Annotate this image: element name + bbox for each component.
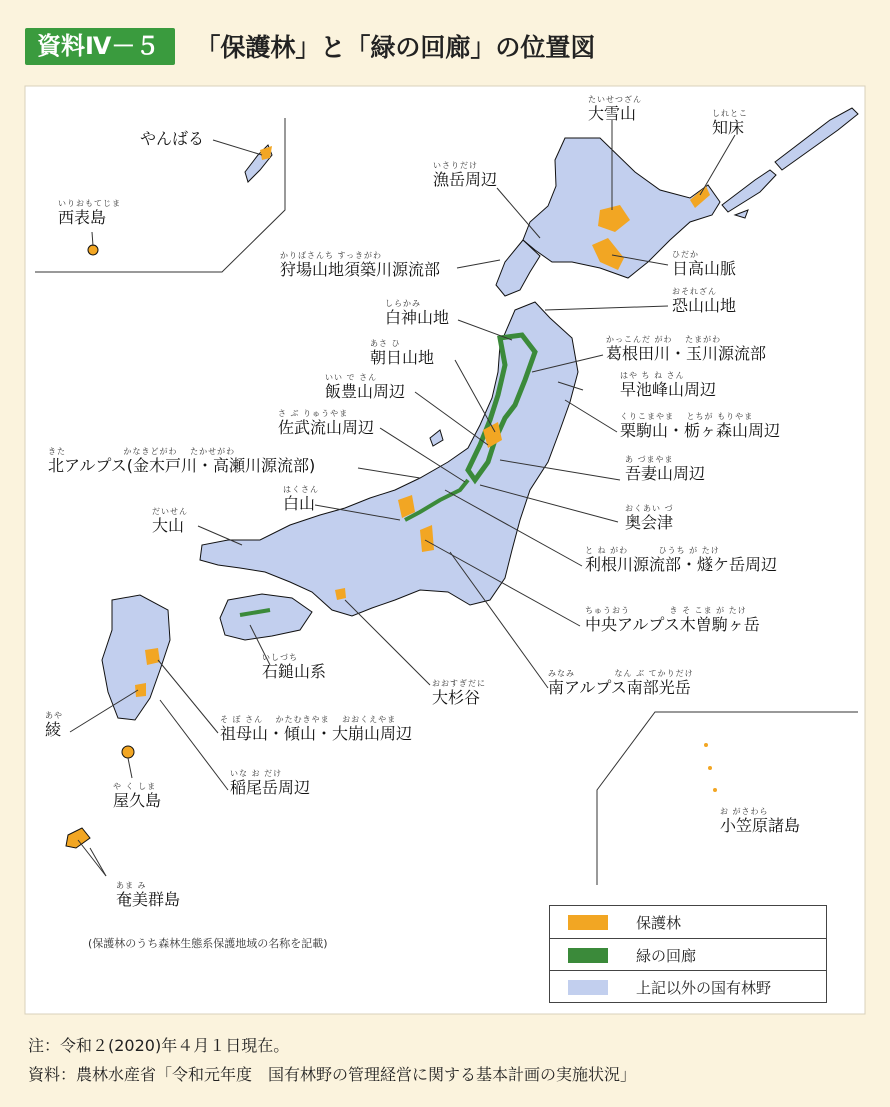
date-note: 注：令和２(2020)年４月１日現在。 bbox=[28, 1036, 290, 1055]
legend-label: 緑の回廊 bbox=[636, 946, 697, 965]
label-hidaka: ひだか 日高山脈 bbox=[672, 250, 737, 278]
legend-item-protected bbox=[550, 906, 826, 938]
legend-swatch-corridor bbox=[568, 948, 608, 963]
ogasawara-dot bbox=[713, 788, 717, 792]
legend-label: 保護林 bbox=[636, 913, 682, 932]
label-yanbaru: やんばる bbox=[140, 129, 205, 148]
label-kakkonda: かっこんだ がわ たまがわ 葛根田川・玉川源流部 bbox=[606, 335, 767, 363]
label-hayachine: はや ち ね さん 早池峰山周辺 bbox=[620, 371, 717, 399]
label-shiretoko: しれとこ 知床 bbox=[712, 109, 748, 137]
label-kariba: かりばさんち すっきがわ 狩場山地須築川源流部 bbox=[280, 251, 441, 279]
ogasawara-dot bbox=[708, 766, 712, 770]
legend-swatch-protected bbox=[568, 915, 608, 930]
label-sabu: さ ぶ りゅうやま 佐武流山周辺 bbox=[278, 409, 375, 437]
label-osore: おそれざん 恐山山地 bbox=[672, 287, 737, 315]
label-yakushima: や く しま 屋久島 bbox=[113, 782, 162, 810]
label-sobo: そ ぼ さん かたむきやま おおくえやま 祖母山・傾山・大崩山周辺 bbox=[220, 715, 413, 743]
yakushima-shape bbox=[122, 746, 134, 758]
label-aya: あや 綾 bbox=[45, 711, 63, 739]
label-odaigahara: おおすぎだに 大杉谷 bbox=[432, 679, 486, 707]
label-inao: いな お だけ 稲尾岳周辺 bbox=[230, 769, 311, 797]
iriomote-shape bbox=[88, 245, 98, 255]
aya-protected bbox=[135, 683, 146, 697]
label-daisen: だいせん 大山 bbox=[152, 507, 188, 535]
label-asahi: あさ ひ 朝日山地 bbox=[370, 339, 435, 367]
label-okuaizu: おくあい づ 奥会津 bbox=[625, 504, 674, 532]
label-gyogaku: いさりだけ 漁岳周辺 bbox=[433, 161, 498, 189]
legend bbox=[549, 905, 827, 1003]
legend-item-corridor bbox=[550, 938, 826, 971]
legend-swatch-other bbox=[568, 980, 608, 995]
sobo-protected bbox=[145, 648, 160, 665]
label-kita-alps: きた かなきどがわ たかせがわ 北アルプス(金木戸川・高瀬川源流部) bbox=[48, 447, 316, 475]
label-shirakami: しらかみ 白神山地 bbox=[385, 299, 450, 327]
legend-item-other bbox=[550, 970, 826, 1003]
map-note: (保護林のうち森林生態系保護地域の名称を記載) bbox=[88, 937, 328, 950]
ogasawara-dot bbox=[704, 743, 708, 747]
label-iriomote: いりおもてじま 西表島 bbox=[58, 199, 121, 227]
label-azuma: あ づまやま 吾妻山周辺 bbox=[625, 455, 706, 483]
figure-badge: 資料Ⅳ－５ bbox=[25, 28, 175, 65]
label-taisetsu: たいせつざん 大雪山 bbox=[588, 95, 642, 123]
label-chuo-alps: ちゅうおう き そ こま が たけ 中央アルプス木曽駒ヶ岳 bbox=[585, 606, 760, 634]
legend-label: 上記以外の国有林野 bbox=[636, 978, 772, 997]
label-ogasawara: お がさわら 小笠原諸島 bbox=[720, 807, 801, 835]
label-hakusan: はくさん 白山 bbox=[283, 485, 319, 513]
label-amami: あま み 奄美群島 bbox=[116, 881, 181, 909]
label-iide: いい で さん 飯豊山周辺 bbox=[325, 373, 406, 401]
kii-protected bbox=[335, 588, 346, 600]
source-note: 資料：農林水産省「令和元年度 国有林野の管理経営に関する基本計画の実施状況」 bbox=[28, 1065, 637, 1084]
label-kurikoma: くりこまやま とちが もりやま 栗駒山・栃ヶ森山周辺 bbox=[620, 412, 781, 440]
label-ishizuchi: いしづち 石鎚山系 bbox=[262, 653, 327, 681]
label-tone: と ね がわ ひうち が たけ 利根川源流部・燧ケ岳周辺 bbox=[585, 546, 778, 574]
figure-title: 「保護林」と「緑の回廊」の位置図 bbox=[195, 33, 596, 62]
label-minami-alps: みなみ なん ぶ てかりだけ 南アルプス南部光岳 bbox=[548, 669, 694, 697]
